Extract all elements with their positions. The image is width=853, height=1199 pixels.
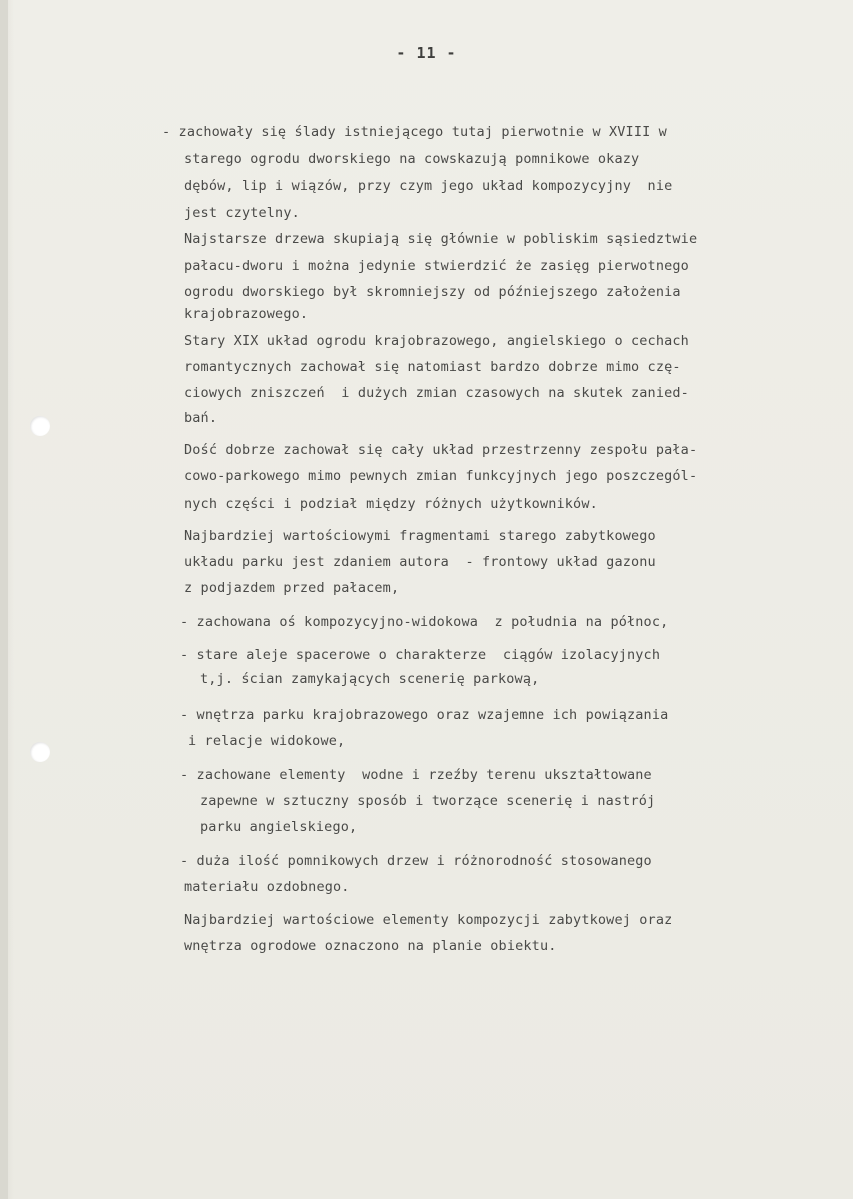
list-item-continuation: zapewne w sztuczny sposób i tworzące scenerię i nastrój <box>200 793 656 809</box>
page-number: - 11 - <box>396 44 457 62</box>
text-line: z podjazdem przed pałacem, <box>184 580 400 596</box>
punch-hole-bottom <box>30 742 50 762</box>
text-line: jest czytelny. <box>184 205 300 221</box>
text-line: dębów, lip i wiązów, przy czym jego układ kompozycyjny nie <box>184 178 673 194</box>
list-item: - zachowana oś kompozycyjno-widokowa z południa na północ, <box>180 614 669 630</box>
text-line: krajobrazowego. <box>184 306 309 322</box>
text-line: - zachowały się ślady istniejącego tutaj pierwotnie w XVIII w <box>162 124 667 140</box>
text-line: układu parku jest zdaniem autora - frontowy układ gazonu <box>184 554 656 570</box>
text-line: Dość dobrze zachował się cały układ przestrzenny zespołu pała- <box>184 442 698 458</box>
text-line: bań. <box>184 410 218 426</box>
list-item-continuation: t,j. ścian zamykających scenerię parkową, <box>200 671 540 687</box>
text-line: Najstarsze drzewa skupiają się głównie w pobliskim sąsiedztwie <box>184 231 698 247</box>
list-item-continuation: materiału ozdobnego. <box>184 879 350 895</box>
punch-hole-top <box>30 416 50 436</box>
list-item: - stare aleje spacerowe o charakterze ciągów izolacyjnych <box>180 647 661 663</box>
text-line: starego ogrodu dworskiego na cowskazują pomnikowe okazy <box>184 151 640 167</box>
text-line: cowo-parkowego mimo pewnych zmian funkcyjnych jego poszczegól- <box>184 468 698 484</box>
list-item-continuation: parku angielskiego, <box>200 819 358 835</box>
text-line: ogrodu dworskiego był skromniejszy od późniejszego założenia <box>184 284 681 300</box>
text-line: pałacu-dworu i można jedynie stwierdzić że zasięg pierwotnego <box>184 258 689 274</box>
text-line: wnętrza ogrodowe oznaczono na planie obiektu. <box>184 938 557 954</box>
list-item: - wnętrza parku krajobrazowego oraz wzajemne ich powiązania <box>180 707 669 723</box>
list-item-continuation: i relacje widokowe, <box>188 733 346 749</box>
text-line: Najbardziej wartościowymi fragmentami starego zabytkowego <box>184 528 656 544</box>
text-line: Najbardziej wartościowe elementy kompozycji zabytkowej oraz <box>184 912 673 928</box>
list-item: - duża ilość pomnikowych drzew i różnorodność stosowanego <box>180 853 652 869</box>
text-line: romantycznych zachował się natomiast bardzo dobrze mimo czę- <box>184 359 681 375</box>
text-line: ciowych zniszczeń i dużych zmian czasowych na skutek zanied- <box>184 385 689 401</box>
page-edge-shadow <box>0 0 8 1199</box>
text-line: nych części i podział między różnych użytkowników. <box>184 496 598 512</box>
list-item: - zachowane elementy wodne i rzeźby terenu ukształtowane <box>180 767 652 783</box>
text-line: Stary XIX układ ogrodu krajobrazowego, angielskiego o cechach <box>184 333 689 349</box>
